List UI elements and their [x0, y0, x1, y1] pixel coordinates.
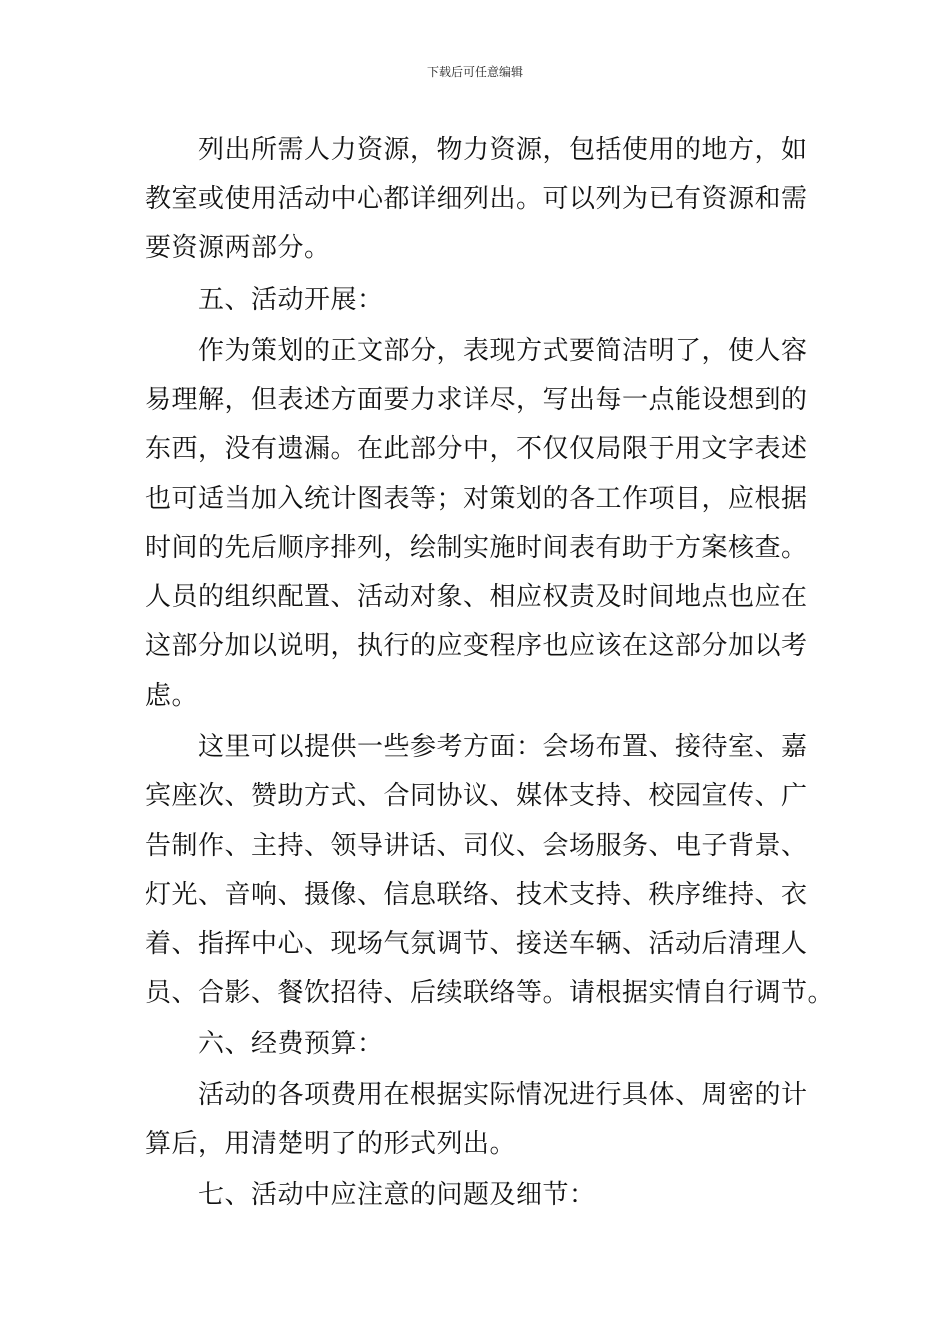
paragraph-budget-line-1: 活动的各项费用在根据实际情况进行具体、周密的计: [198, 1080, 808, 1110]
paragraph-body-line-7: 这部分加以说明，执行的应变程序也应该在这部分加以考: [145, 631, 808, 661]
paragraph-body-line-8: 虑。: [145, 681, 199, 711]
paragraph-reference-line-4: 灯光、音响、摄像、信息联络、技术支持、秩序维持、衣: [145, 880, 808, 910]
paragraph-body-line-1: 作为策划的正文部分，表现方式要简洁明了，使人容: [198, 336, 808, 366]
paragraph-resources-line-1: 列出所需人力资源，物力资源，包括使用的地方，如: [198, 135, 808, 165]
paragraph-body-line-5: 时间的先后顺序排列，绘制实施时间表有助于方案核查。: [145, 533, 808, 563]
paragraph-body-line-2: 易理解，但表述方面要力求详尽，写出每一点能设想到的: [145, 385, 808, 415]
paragraph-reference-line-6: 员、合影、餐饮招待、后续联络等。请根据实情自行调节。: [145, 978, 835, 1008]
paragraph-reference-line-3: 告制作、主持、领导讲话、司仪、会场服务、电子背景、: [145, 831, 808, 861]
section-heading-7: 七、活动中应注意的问题及细节：: [198, 1180, 596, 1210]
section-heading-6: 六、经费预算：: [198, 1029, 384, 1059]
section-heading-5: 五、活动开展：: [198, 285, 384, 315]
paragraph-resources-line-2: 教室或使用活动中心都详细列出。可以列为已有资源和需: [145, 184, 808, 214]
paragraph-reference-line-2: 宾座次、赞助方式、合同协议、媒体支持、校园宣传、广: [145, 781, 808, 811]
page-header: 下载后可任意编辑: [426, 65, 523, 79]
paragraph-body-line-6: 人员的组织配置、活动对象、相应权责及时间地点也应在: [145, 582, 808, 612]
paragraph-reference-line-5: 着、指挥中心、现场气氛调节、接送车辆、活动后清理人: [145, 929, 808, 959]
paragraph-reference-line-1: 这里可以提供一些参考方面：会场布置、接待室、嘉: [198, 732, 808, 762]
paragraph-budget-line-2: 算后，用清楚明了的形式列出。: [145, 1129, 517, 1159]
paragraph-body-line-3: 东西，没有遗漏。在此部分中，不仅仅局限于用文字表述: [145, 434, 808, 464]
paragraph-resources-line-3: 要资源两部分。: [145, 233, 331, 263]
paragraph-body-line-4: 也可适当加入统计图表等；对策划的各工作项目，应根据: [145, 484, 808, 514]
